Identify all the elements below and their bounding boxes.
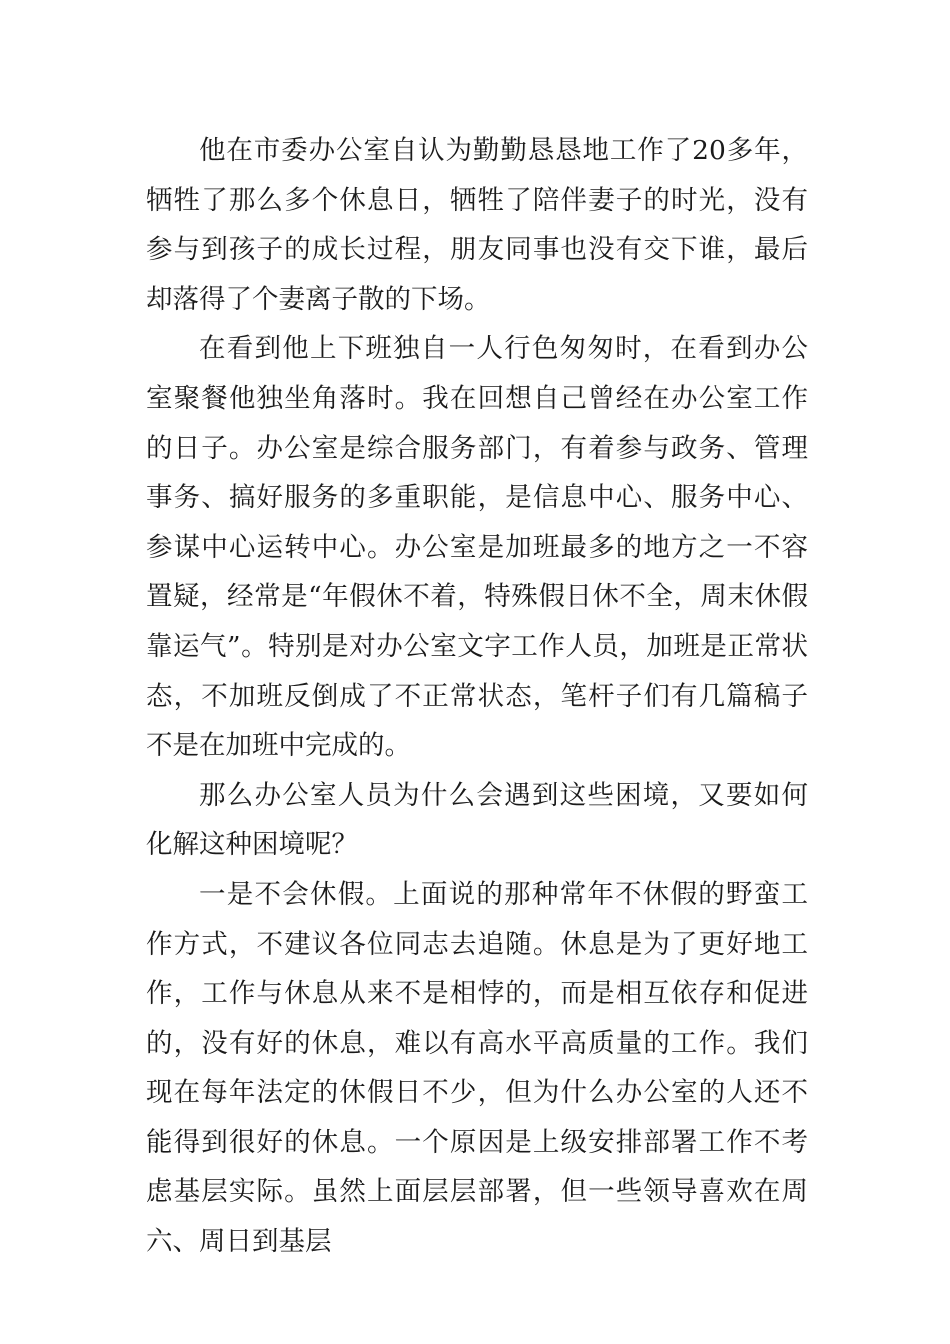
paragraph-4: 一是不会休假。上面说的那种常年不休假的野蛮工作方式，不建议各位同志去追随。休息是为了更好地工作，工作与休息从来不是相悖的，而是相互依存和促进的，没有好的休息，难以有高水平高质量的工作。我们现在每年法定的休假日不少，但为什么办公室的人还不能得到很好的休息。一个原因是上级安排部署工作不考虑基层实际。虽然上面层层部署，但一些领导喜欢在周六、周日到基层 (146, 878, 808, 1258)
paragraph-2: 在看到他上下班独自一人行色匆匆时，在看到办公室聚餐他独坐角落时。我在回想自己曾经在办公室工作的日子。办公室是综合服务部门，有着参与政务、管理事务、搞好服务的多重职能，是信息中心、服务中心、参谋中心运转中心。办公室是加班最多的地方之一不容置疑，经常是“年假休不着，特殊假日休不全，周末休假靠运气”。特别是对办公室文字工作人员，加班是正常状态，不加班反倒成了不正常状态，笔杆子们有几篇稿子不是在加班中完成的。 (146, 333, 808, 762)
paragraph-1: 他在市委办公室自认为勤勤恳恳地工作了20多年，牺牲了那么多个休息日，牺牲了陪伴妻子的时光，没有参与到孩子的成长过程，朋友同事也没有交下谁，最后却落得了个妻离子散的下场。 (146, 135, 808, 315)
paragraph-3: 那么办公室人员为什么会遇到这些困境，又要如何化解这种困境呢？ (146, 779, 808, 861)
document-body (146, 126, 808, 1267)
